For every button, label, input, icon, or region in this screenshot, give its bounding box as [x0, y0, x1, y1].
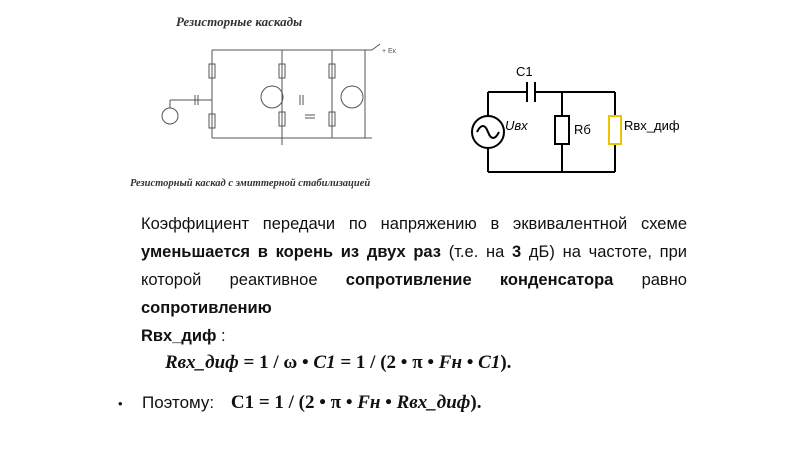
bullet-text: Поэтому:: [142, 393, 219, 412]
supply-label: + Eк: [382, 48, 396, 55]
circuit-caption: Резисторный каскад с эмиттерной стабилизацией: [130, 178, 371, 189]
rb-label: Rб: [574, 122, 591, 137]
conclusion-bullet: [118, 392, 481, 414]
formula-rin: Rвх_диф = 1 / ω • C1 = 1 / (2 • π • Fн • C1).: [165, 352, 512, 373]
source-label: Uвх: [505, 118, 528, 133]
formula-c1: C1 = 1 / (2 • π • Fн • Rвх_диф).: [230, 392, 482, 413]
explanation-paragraph: Коэффициент передачи по напряжению в эквивалентной схеме уменьшается в корень из двух раз (т.е. на 3 дБ) на частоте, при которой реактивное сопротивление конденсатора равно сопротивлению Rвх_диф :: [141, 215, 687, 345]
rin-label: Rвх_диф: [624, 118, 680, 133]
c1-label: C1: [516, 64, 533, 79]
bullet-mark: •: [118, 396, 123, 412]
circuit-title: Резисторные каскады: [176, 14, 303, 29]
